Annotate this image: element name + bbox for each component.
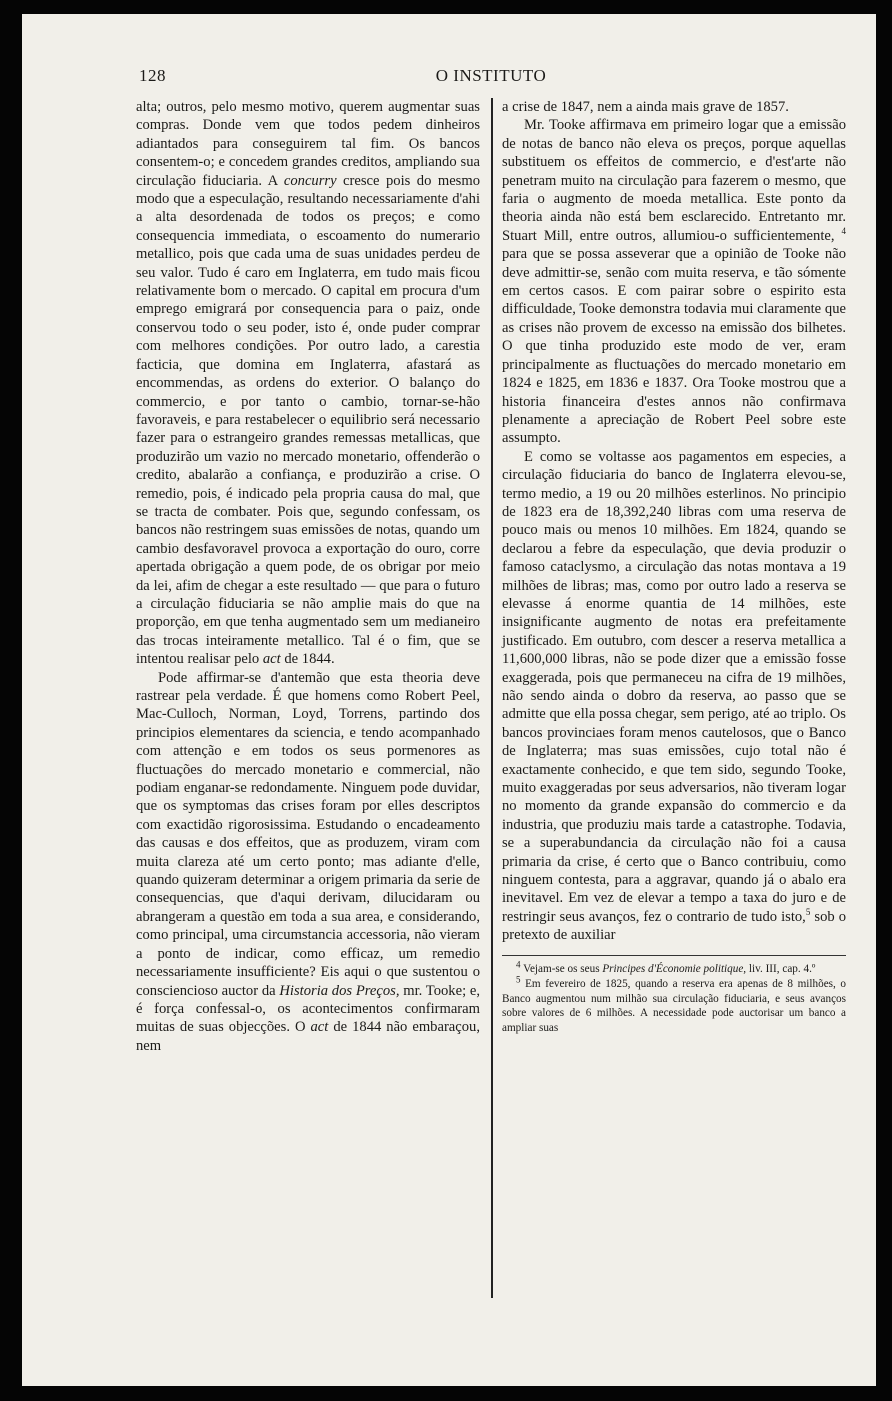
right-column xyxy=(502,98,846,1037)
footnote-ref[interactable]: 4 xyxy=(841,225,846,236)
footnotes xyxy=(502,958,846,1036)
footnote-divider xyxy=(502,955,846,956)
paragraph: alta; outros, pelo mesmo motivo, querem augmentar suas compras. Donde vem que todos pedem dinheiros adiantados para conseguirem tal fim. Os bancos consentem-o; e concedem grandes creditos, ampliando sua circulação fiduciaria. A concurry cresce pois do mesmo modo que a especulação, resultando necessariamente d'ahi a alta desordenada de todos os preços; e como consequencia immediata, o escoamento do numerario metallico, pois que cada uma de suas unidades perdeu de seu valor. Tudo é caro em Inglaterra, em tudo mais ficou relativamente bom o mercado. O capital em procura d'um emprego emigrará por consequencia para o paiz, onde conservou todo o seu poder, isto é, onde puder comprar com melhores condições. Por outro lado, a carestia facticia, que domina em Inglaterra, afastará as encommendas, as ordens do exterior. O balanço do commercio, e por tanto o cambio, tornar-se-hão favoraveis, e para restabelecer o equilibrio será necessario fazer para o estrangeiro grandes remessas metallicas, que produzirão um vazio no mercado monetario, offenderão o credito, abalarão a confiança, e produzirão a crise. O remedio, pois, é indicado pela propria causa do mal, que se tracta de combater. Pois que, segundo confessam, os bancos não restringem suas emissões de notas, quando um cambio desfavoravel provoca a exportação do ouro, corre apertada obrigação a quem pode, de os obrigar por meio da lei, afim de chegar a este resultado — que para o futuro a circulação fiduciaria se não amplie mais do que na proporção, em que tenha augmentado sem um medianeiro das trocas inteiramente metallico. Tal é o fim, que se intentou realisar pelo act de 1844. xyxy=(136,99,480,668)
paragraph: Pode affirmar-se d'antemão que esta theoria deve rastrear pela verdade. É que homens como Robert Peel, Mac-Culloch, Norman, Loyd, Torrens, partindo dos principios elementares da sciencia, e tendo acompanhado com attenção e em todos os seus pormenores as fluctuações do mercado monetario e commercial, não podiam enganar-se redondamente. Ninguem pode duvidar, que os symptomas das crises foram por elles descriptos com exactidão rigorosissima. Estudando o encadeamento das causas e dos effeitos, que as produzem, viram com muita clareza até um certo ponto; mas adiante d'elle, quando quizeram determinar a origem primaria da serie de consequencias, que d'aqui derivam, dilucidaram ou abrangeram a questão em toda a sua area, e considerando, como principal, uma circumstancia accessoria, não vieram a ponto de indicar, como efficaz, um remedio necessariamente insufficiente? Eis aqui o que sustentou o consciencioso auctor da Historia dos Preços, mr. Tooke; e, é força confessal-o, os acontecimentos confirmaram muitas de suas objecções. O act de 1844 não embaraçou, nem xyxy=(136,669,481,1054)
paragraph: E como se voltasse aos pagamentos em especies, a circulação fiduciaria do banco de Inglaterra elevou-se, termo medio, a 19 ou 20 milhões esterlinos. No principio de 1823 era de 18,392,240 libras com uma reserva de pouco mais ou menos 10 milhões. Em 1824, quando se declarou a febre da especulação, que devia produzir o famoso cataclysmo, a circulação das notas montava a 19 milhões de libras; mas, como por outro lado a reserva se elevasse á enorme quantia de 14 milhões, este insignificante augmento de notas era prefeitamente justificado. Em outubro, com descer a reserva metallica a 11,600,000 libras, não se pode dizer que a emissão fosse exaggerada, pois que permaneceu na cifra de 19 milhões, não sendo ainda o dobro da reserva, ao passo que se admitte que ella possa chegar, sem perigo, até ao triplo. Os bancos provinciaes foram menos cautelosos, que o Banco de Inglaterra; mas suas emissões, cujo total não é exactamente conhecido, e que tem sido, segundo Tooke, muito exaggeradas por seus adversarios, não tiveram logar no momento da grande expansão do commercio e da industria, que produziu mais tarde a catastrophe. Todavia, se a superabundancia da circulação não foi a causa primaria da crise, é certo que o Banco contribuiu, como ninguem contesta, para a aggravar, quando já o abalo era inevitavel. Em vez de elevar a tempo a taxa do juro e de restringir seus avanços, fez o contrario de tudo isto,$^5$ sob o pretexto de auxiliar xyxy=(502,448,846,944)
scanned-page xyxy=(22,14,876,1386)
paragraph: a crise de 1847, nem a ainda mais grave de 1857. xyxy=(502,99,789,115)
left-column xyxy=(136,98,480,1055)
footnote: $^5$ Em fevereiro de 1825, quando a reserva era apenas de 8 milhões, o Banco augmentou num milhão sua circulação fiduciaria, e seus avanços sobre valores de 6 milhões. A necessidade pode auctorisar um banco a ampliar suas xyxy=(502,974,846,1035)
page-number: 128 xyxy=(139,66,166,85)
page-header xyxy=(136,64,846,94)
page-content xyxy=(136,64,846,1304)
footnote: $^4$ Vejam-se os seus Principes d'Économie politique, liv. III, cap. 4.º xyxy=(516,958,816,975)
footnote-ref[interactable]: 5 xyxy=(805,907,811,918)
running-title: O INSTITUTO xyxy=(435,66,547,85)
paragraph: Mr. Tooke affirmava em primeiro logar que a emissão de notas de banco não eleva os preços, porque aquellas substituem os effeitos de commercio, e d'est'arte não penetram muito na circulação para fazerem o mesmo, que faria o augmento de moeda metallica. Este ponto da theoria ainda não está bem esclarecido. Entretanto mr. Stuart Mill, entre outros, allumiou-o sufficientemente, $^4$ para que se possa asseverar que a opinião de Tooke não deve admittir-se, senão com muita reserva, e tão sómente em certos casos. E com pairar sobre o espirito esta difficuldade, Tooke demonstra todavia mui claramente que as crises não provem de excesso na emissão dos bilhetes. O que tinha produzido este modo de ver, eram principalmente as fluctuações do mercado monetario em 1824 e 1825, em 1836 e 1837. Ora Tooke mostrou que a historia financeira d'estes annos não confirmava plenamente a apreciação de Robert Peel sobre este assumpto. xyxy=(502,117,846,447)
column-divider xyxy=(491,98,493,1298)
